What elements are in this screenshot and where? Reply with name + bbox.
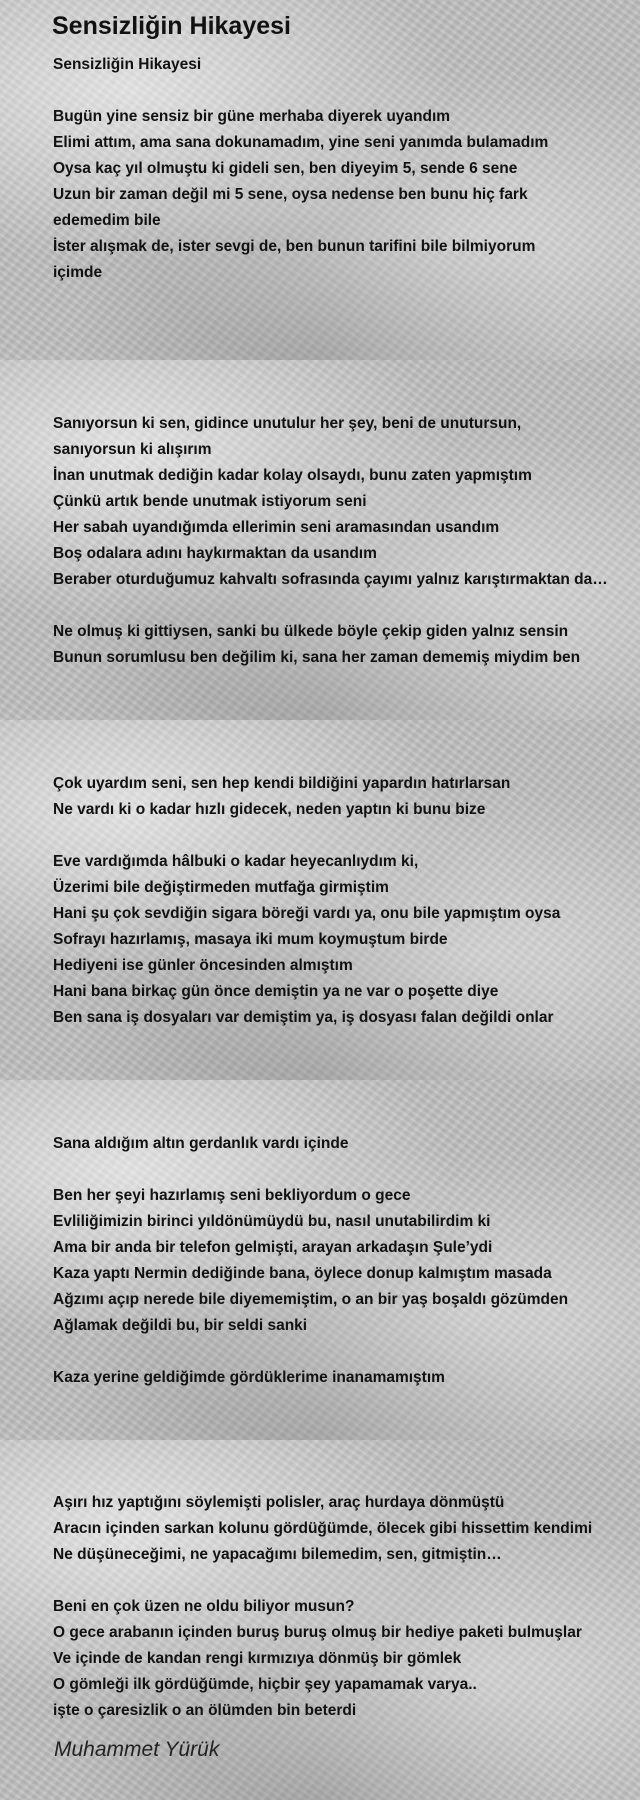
poem-line: Elimi attım, ama sana dokunamadım, yine seni yanımda bulamadım [53,134,549,151]
poem-line: Ağlamak değildi bu, bir seldi sanki [53,1317,308,1334]
stanza-1 [53,52,633,286]
poem-line: Bunun sorumlusu ben değilim ki, sana her zaman dememiş miydim ben [53,649,581,666]
stanza-3 [53,771,633,1031]
poem-line: Ağzımı açıp nerede bile diyememiştim, o an bir yaş boşaldı gözümden [53,1291,569,1308]
poem-line: Boş odalara adını haykırmaktan da usandım [53,545,377,562]
poem-line: Bugün yine sensiz bir güne merhaba diyerek uyandım [53,108,451,125]
poem-line: O gece arabanın içinden buruş buruş olmuş bir hediye paketi bulmuşlar [53,1624,582,1641]
poem-line: Ben her şeyi hazırlamış seni bekliyordum o gece [53,1187,411,1204]
poem-line: Çok uyardım seni, sen hep kendi bildiğini yapardın hatırlarsan [53,775,511,792]
poem-line: Kaza yaptı Nermin dediğinde bana, öylece donup kalmıştım masada [53,1265,552,1282]
blank-line [53,1339,633,1365]
poem-line: Sofrayı hazırlamış, masaya iki mum koymuştum birde [53,931,448,948]
poem-line: Aracın içinden sarkan kolunu gördüğümde, ölecek gibi hissettim kendimi [53,1520,593,1537]
poem-line: İnan unutmak dediğin kadar kolay olsaydı, bunu zaten yapmıştım [53,467,532,484]
author-name: Muhammet Yürük [54,1738,220,1761]
poem-line: Eve vardığımda hâlbuki o kadar heyecanlıydım ki, [53,853,419,870]
poem-line: Ne olmuş ki gittiysen, sanki bu ülkede böyle çekip giden yalnız sensin [53,623,569,640]
poem-line: Ne vardı ki o kadar hızlı gidecek, neden yaptın ki bunu bize [53,801,486,818]
poem-line: Oysa kaç yıl olmuştu ki gideli sen, ben diyeyim 5, sende 6 sene [53,160,518,177]
poem-line: işte o çaresizlik o an ölümden bin beterdi [53,1702,357,1719]
blank-line [53,1157,633,1183]
poem-line: Uzun bir zaman değil mi 5 sene, oysa nedense ben bunu hiç fark [53,186,528,203]
stanza-5 [53,1490,633,1724]
poem-line: Sanıyorsun ki sen, gidince unutulur her şey, beni de unutursun, [53,415,522,432]
poem-line: Kaza yerine geldiğimde gördüklerime inanamamıştım [53,1369,445,1386]
poem-line: Çünkü artık bende unutmak istiyorum seni [53,493,367,510]
poem-line: Hani şu çok sevdiğin sigara böreği vardı ya, onu bile yapmıştım oysa [53,905,561,922]
poem-line-continuation: sanıyorsun ki alışırım [53,441,212,458]
poem-line: Sana aldığım altın gerdanlık vardı içinde [53,1135,349,1152]
poem-line: Ne düşüneceğimi, ne yapacağımı bilemedim, sen, gitmiştin… [53,1546,502,1563]
blank-line [53,1568,633,1594]
poem-line: Hani bana birkaç gün önce demiştin ya ne var o poşette diye [53,983,499,1000]
blank-line [53,78,633,104]
poem-line: Ve içinde de kandan rengi kırmızıya dönmüş bir gömlek [53,1650,462,1667]
poem-line: Hediyeni ise günler öncesinden almıştım [53,957,353,974]
poem-line: Beni en çok üzen ne oldu biliyor musun? [53,1598,355,1615]
poem-line-continuation: edemedim bile [53,212,161,229]
poem-line: İster alışmak de, ister sevgi de, ben bunun tarifini bile bilmiyorum [53,238,536,255]
poem-line: O gömleği ilk gördüğümde, hiçbir şey yapamamak varya.. [53,1676,477,1693]
blank-line [53,823,633,849]
poem-line: Evliliğimizin birinci yıldönümüydü bu, nasıl unutabilirdim ki [53,1213,491,1230]
poem-line: Her sabah uyandığımda ellerimin seni aramasından usandım [53,519,500,536]
poem-subtitle: Sensizliğin Hikayesi [53,56,202,73]
poem-line: Ama bir anda bir telefon gelmişti, arayan arkadaşın Şule’ydi [53,1239,493,1256]
poem-line: Üzerimi bile değiştirmeden mutfağa girmiştim [53,879,389,896]
poem-title: Sensizliğin Hikayesi [52,12,291,40]
poem-line: Aşırı hız yaptığını söylemişti polisler, araç hurdaya dönmüştü [53,1494,505,1511]
poem-line: Ben sana iş dosyaları var demiştim ya, iş dosyası falan değildi onlar [53,1009,554,1026]
blank-line [53,593,633,619]
poem-line: Beraber oturduğumuz kahvaltı sofrasında çayımı yalnız karıştırmaktan da… [53,571,608,588]
poem-line-continuation: içimde [53,264,103,281]
stanza-2 [53,411,633,671]
stanza-4 [53,1131,633,1391]
